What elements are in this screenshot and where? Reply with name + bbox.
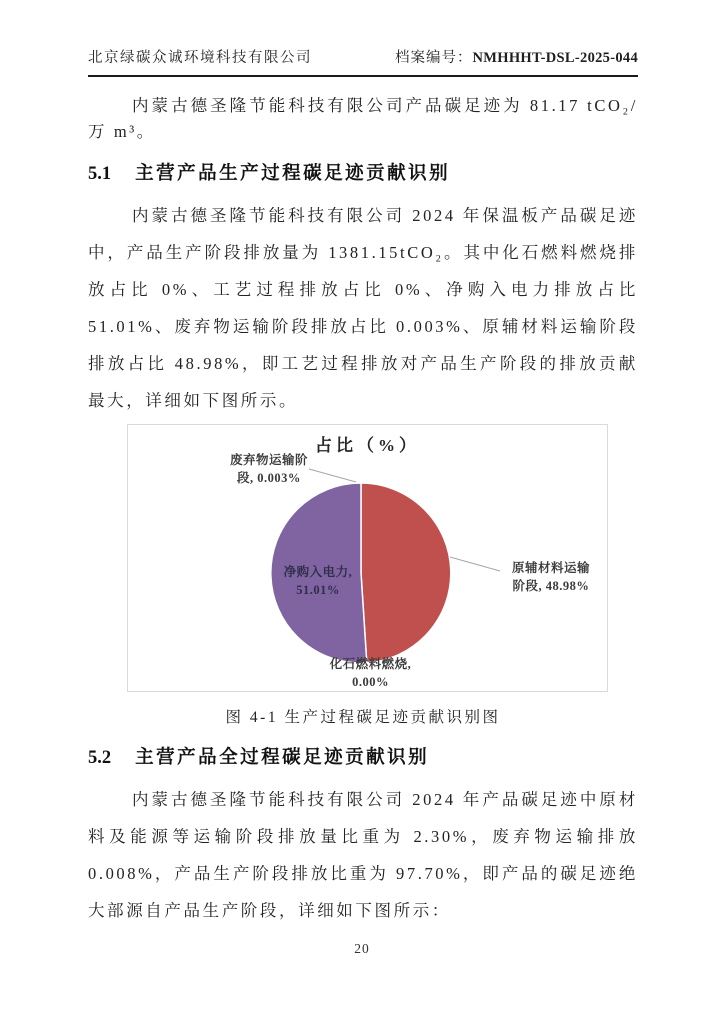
pie-label-line: 51.01% <box>296 582 340 597</box>
header-company-name: 北京绿碳众诚环境科技有限公司 <box>88 50 312 66</box>
leader-line-raw-materials <box>450 557 500 571</box>
pie-label-line: 阶段, 48.98% <box>512 578 590 593</box>
pie-chart-figure <box>127 424 608 692</box>
intro-paragraph: 内蒙古德圣隆节能科技有限公司产品碳足迹为 81.17 tCO₂/万 m³。 <box>88 96 638 141</box>
chart-title: 占比（%） <box>315 436 420 455</box>
page-number: 20 <box>354 941 370 956</box>
section-5-2-heading <box>88 743 638 769</box>
pie-label-line: 净购入电力, <box>283 565 353 579</box>
page-content <box>88 46 638 929</box>
pie-label-fossil-fuel <box>308 656 433 691</box>
section-5-1-number: 5.1 <box>88 164 112 184</box>
header-doc-number <box>395 46 638 67</box>
section-5-2-title: 主营产品全过程碳足迹贡献识别 <box>135 748 430 768</box>
pie-label-line: 化石燃料燃烧, <box>329 657 412 671</box>
pie-label-raw-materials <box>496 560 606 595</box>
pie-label-waste-transport <box>200 452 338 487</box>
pie-label-line: 废弃物运输阶 <box>229 453 308 467</box>
section-5-1-body: 内蒙古德圣隆节能科技有限公司 2024 年保温板产品碳足迹中，产品生产阶段排放量为 1381.15tCO₂。其中化石燃料燃烧排放占比 0%、工艺过程排放占比 0%、净购入电力排放占比 51.01%、废弃物运输阶段排放占比 0.003%、原辅材料运输阶段排放占比 48.98%，即工艺过程排放对产品生产阶段的排放贡献最大，详细如下图所示。 <box>88 206 638 410</box>
doc-number-value: NMHHHT-DSL-2025-044 <box>472 50 638 66</box>
pie-label-electricity <box>258 564 378 599</box>
section-5-1-title: 主营产品生产过程碳足迹贡献识别 <box>135 164 451 184</box>
pie-label-line: 0.00% <box>352 674 389 689</box>
section-5-1-heading <box>88 159 638 185</box>
section-5-2-number: 5.2 <box>88 748 112 768</box>
doc-number-label: 档案编号： <box>395 50 473 66</box>
pie-label-line: 原辅材料运输 <box>511 561 590 575</box>
pie-label-line: 段, 0.003% <box>237 470 301 485</box>
page-header <box>88 46 638 77</box>
figure-caption: 图 4-1 生产过程碳足迹贡献识别图 <box>225 709 501 726</box>
section-5-2-body: 内蒙古德圣隆节能科技有限公司 2024 年产品碳足迹中原材料及能源等运输阶段排放量比重为 2.30%，废弃物运输排放 0.008%，产品生产阶段排放比重为 97.70%，即产品的碳足迹绝大部源自产品生产阶段，详细如下图所示： <box>88 790 638 920</box>
